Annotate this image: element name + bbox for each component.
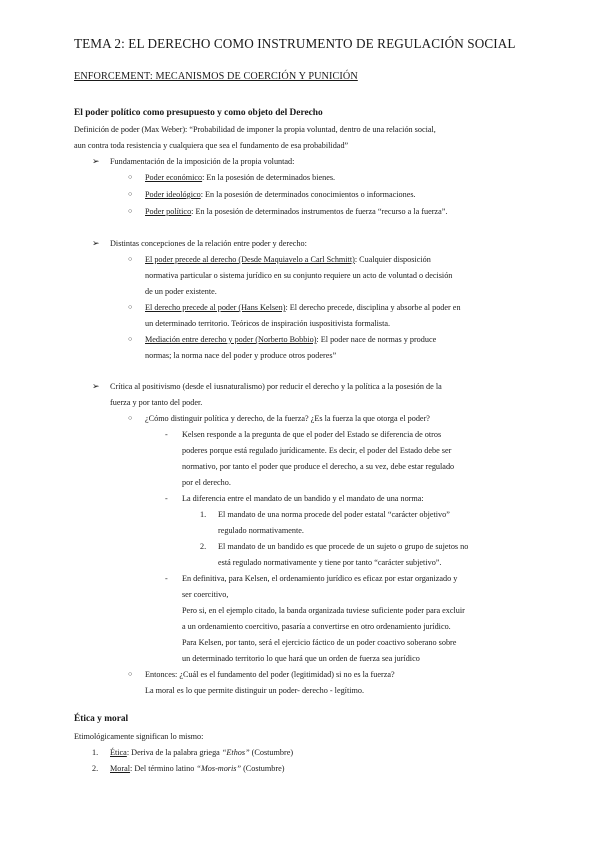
list-item: ¿Cómo distinguir política y derecho, de la fuerza? ¿Es la fuerza la que otorga el poder?	[145, 414, 430, 423]
arrow-bullet-icon: ➢	[92, 156, 100, 166]
bullet-text: Crítica al positivismo (desde el iusnaturalismo) por reducir el derecho y la política a la posesión de la	[110, 382, 442, 391]
paragraph-line: Definición de poder (Max Weber): “Probabilidad de imponer la propia voluntad, dentro de una relación social,	[74, 125, 436, 134]
section-heading-poder: El poder político como presupuesto y como objeto del Derecho	[74, 108, 323, 118]
circle-bullet-icon: ○	[128, 303, 133, 311]
arrow-bullet-icon: ➢	[92, 238, 100, 248]
list-item-cont: normativa particular o sistema jurídico en su conjunto requiere un acto de voluntad o decisión	[145, 271, 453, 280]
list-item	[145, 172, 335, 183]
term: Poder político	[145, 207, 192, 216]
list-item: Entonces: ¿Cuál es el fundamento del poder (legitimidad) si no es la fuerza?	[145, 670, 395, 679]
term: Moral	[110, 764, 131, 773]
numbered-item-cont: regulado normativamente.	[218, 526, 304, 535]
dash-item-cont: poderes porque está regulado jurídicamente. Es decir, el poder del Estado debe ser	[182, 446, 452, 455]
dash-item-cont: por el derecho.	[182, 478, 231, 487]
etymon: “Ethos”	[221, 748, 250, 757]
definition: : Deriva de la palabra griega	[126, 748, 222, 757]
dash-item: La diferencia entre el mandato de un bandido y el mandato de una norma:	[182, 494, 424, 503]
list-item-cont: normas; la norma nace del poder y produce otros poderes”	[145, 351, 337, 360]
list-item	[145, 254, 431, 265]
term: Ética	[110, 748, 127, 757]
circle-bullet-icon: ○	[128, 173, 133, 181]
page-title: TEMA 2: EL DERECHO COMO INSTRUMENTO DE REGULACIÓN SOCIAL	[74, 36, 516, 51]
arrow-bullet-icon: ➢	[92, 381, 100, 391]
term: El poder precede al derecho (Desde Maquiavelo a Carl Schmitt)	[145, 255, 355, 264]
list-number: 1.	[200, 510, 207, 519]
section-heading-etica: Ética y moral	[74, 714, 129, 724]
list-item	[145, 189, 416, 200]
dash-item-cont: un determinado territorio lo que hará que un orden de fuerza sea jurídico	[182, 654, 420, 663]
numbered-item	[110, 763, 284, 774]
circle-bullet-icon: ○	[128, 670, 133, 678]
dash-item-cont: Para Kelsen, por tanto, será el ejercicio fáctico de un poder coactivo soberano sobre	[182, 638, 457, 647]
definition: : Del término latino	[130, 764, 197, 773]
numbered-item	[110, 747, 293, 758]
term: El derecho precede al poder (Hans Kelsen)	[145, 303, 286, 312]
dash-item-cont: Pero si, en el ejemplo citado, la banda organizada tuviese suficiente poder para excluir	[182, 606, 465, 615]
list-number: 2.	[92, 764, 99, 773]
dash-item: Kelsen responde a la pregunta de que el poder del Estado se diferencia de otros	[182, 430, 442, 439]
dash-item-cont: a un ordenamiento coercitivo, pasaría a convertirse en otro ordenamiento jurídico.	[182, 622, 451, 631]
paragraph-line: aun contra toda resistencia y cualquiera que sea el fundamento de esa probabilidad”	[74, 141, 349, 150]
definition-tail: (Costumbre)	[249, 748, 294, 757]
list-item	[145, 334, 436, 345]
list-item-cont: de un poder existente.	[145, 287, 217, 296]
list-item	[145, 302, 461, 313]
circle-bullet-icon: ○	[128, 335, 133, 343]
definition: : En la posesión de determinados instrumentos de fuerza “recurso a la fuerza”.	[191, 207, 448, 216]
circle-bullet-icon: ○	[128, 190, 133, 198]
list-number: 1.	[92, 748, 99, 757]
dash-bullet-icon: -	[165, 430, 168, 439]
definition: : En la posesión de determinados conocimientos o informaciones.	[200, 190, 416, 199]
definition: : En la posesión de determinados bienes.	[202, 173, 336, 182]
list-item	[145, 206, 447, 217]
etymon: “Mos-moris”	[196, 764, 242, 773]
bullet-text-cont: fuerza y por tanto del poder.	[110, 398, 203, 407]
definition: : El poder nace de normas y produce	[316, 335, 437, 344]
definition-tail: (Costumbre)	[241, 764, 285, 773]
circle-bullet-icon: ○	[128, 414, 133, 422]
term: Poder ideológico	[145, 190, 201, 199]
dash-item-cont: normativo, por tanto el poder que produce el derecho, a su vez, debe estar regulado	[182, 462, 455, 471]
list-item-cont: un determinado territorio. Teóricos de inspiración iuspositivista formalista.	[145, 319, 391, 328]
list-item-cont: La moral es lo que permite distinguir un poder- derecho - legítimo.	[145, 686, 365, 695]
dash-item-cont: ser coercitivo,	[182, 590, 229, 599]
numbered-item: El mandato de una norma procede del poder estatal “carácter objetivo”	[218, 510, 450, 519]
numbered-item-cont: está regulado normativamente y tiene por tanto “carácter subjetivo”.	[218, 558, 442, 567]
numbered-item: El mandato de un bandido es que procede de un sujeto o grupo de sujetos no	[218, 542, 469, 551]
definition: : Cualquier disposición	[354, 255, 431, 264]
page-subtitle: ENFORCEMENT: MECANISMOS DE COERCIÓN Y PUNICIÓN	[74, 71, 358, 82]
term: Poder económico	[145, 173, 203, 182]
bullet-text: Fundamentación de la imposición de la propia voluntad:	[110, 157, 295, 166]
dash-bullet-icon: -	[165, 574, 168, 583]
dash-bullet-icon: -	[165, 494, 168, 503]
bullet-text: Distintas concepciones de la relación entre poder y derecho:	[110, 239, 307, 248]
dash-item: En definitiva, para Kelsen, el ordenamiento jurídico es eficaz por estar organizado y	[182, 574, 458, 583]
term: Mediación entre derecho y poder (Norberto Bobbio)	[145, 335, 317, 344]
definition: : El derecho precede, disciplina y absorbe al poder en	[285, 303, 461, 312]
circle-bullet-icon: ○	[128, 207, 133, 215]
list-number: 2.	[200, 542, 207, 551]
paragraph-line: Etimológicamente significan lo mismo:	[74, 732, 204, 741]
circle-bullet-icon: ○	[128, 255, 133, 263]
